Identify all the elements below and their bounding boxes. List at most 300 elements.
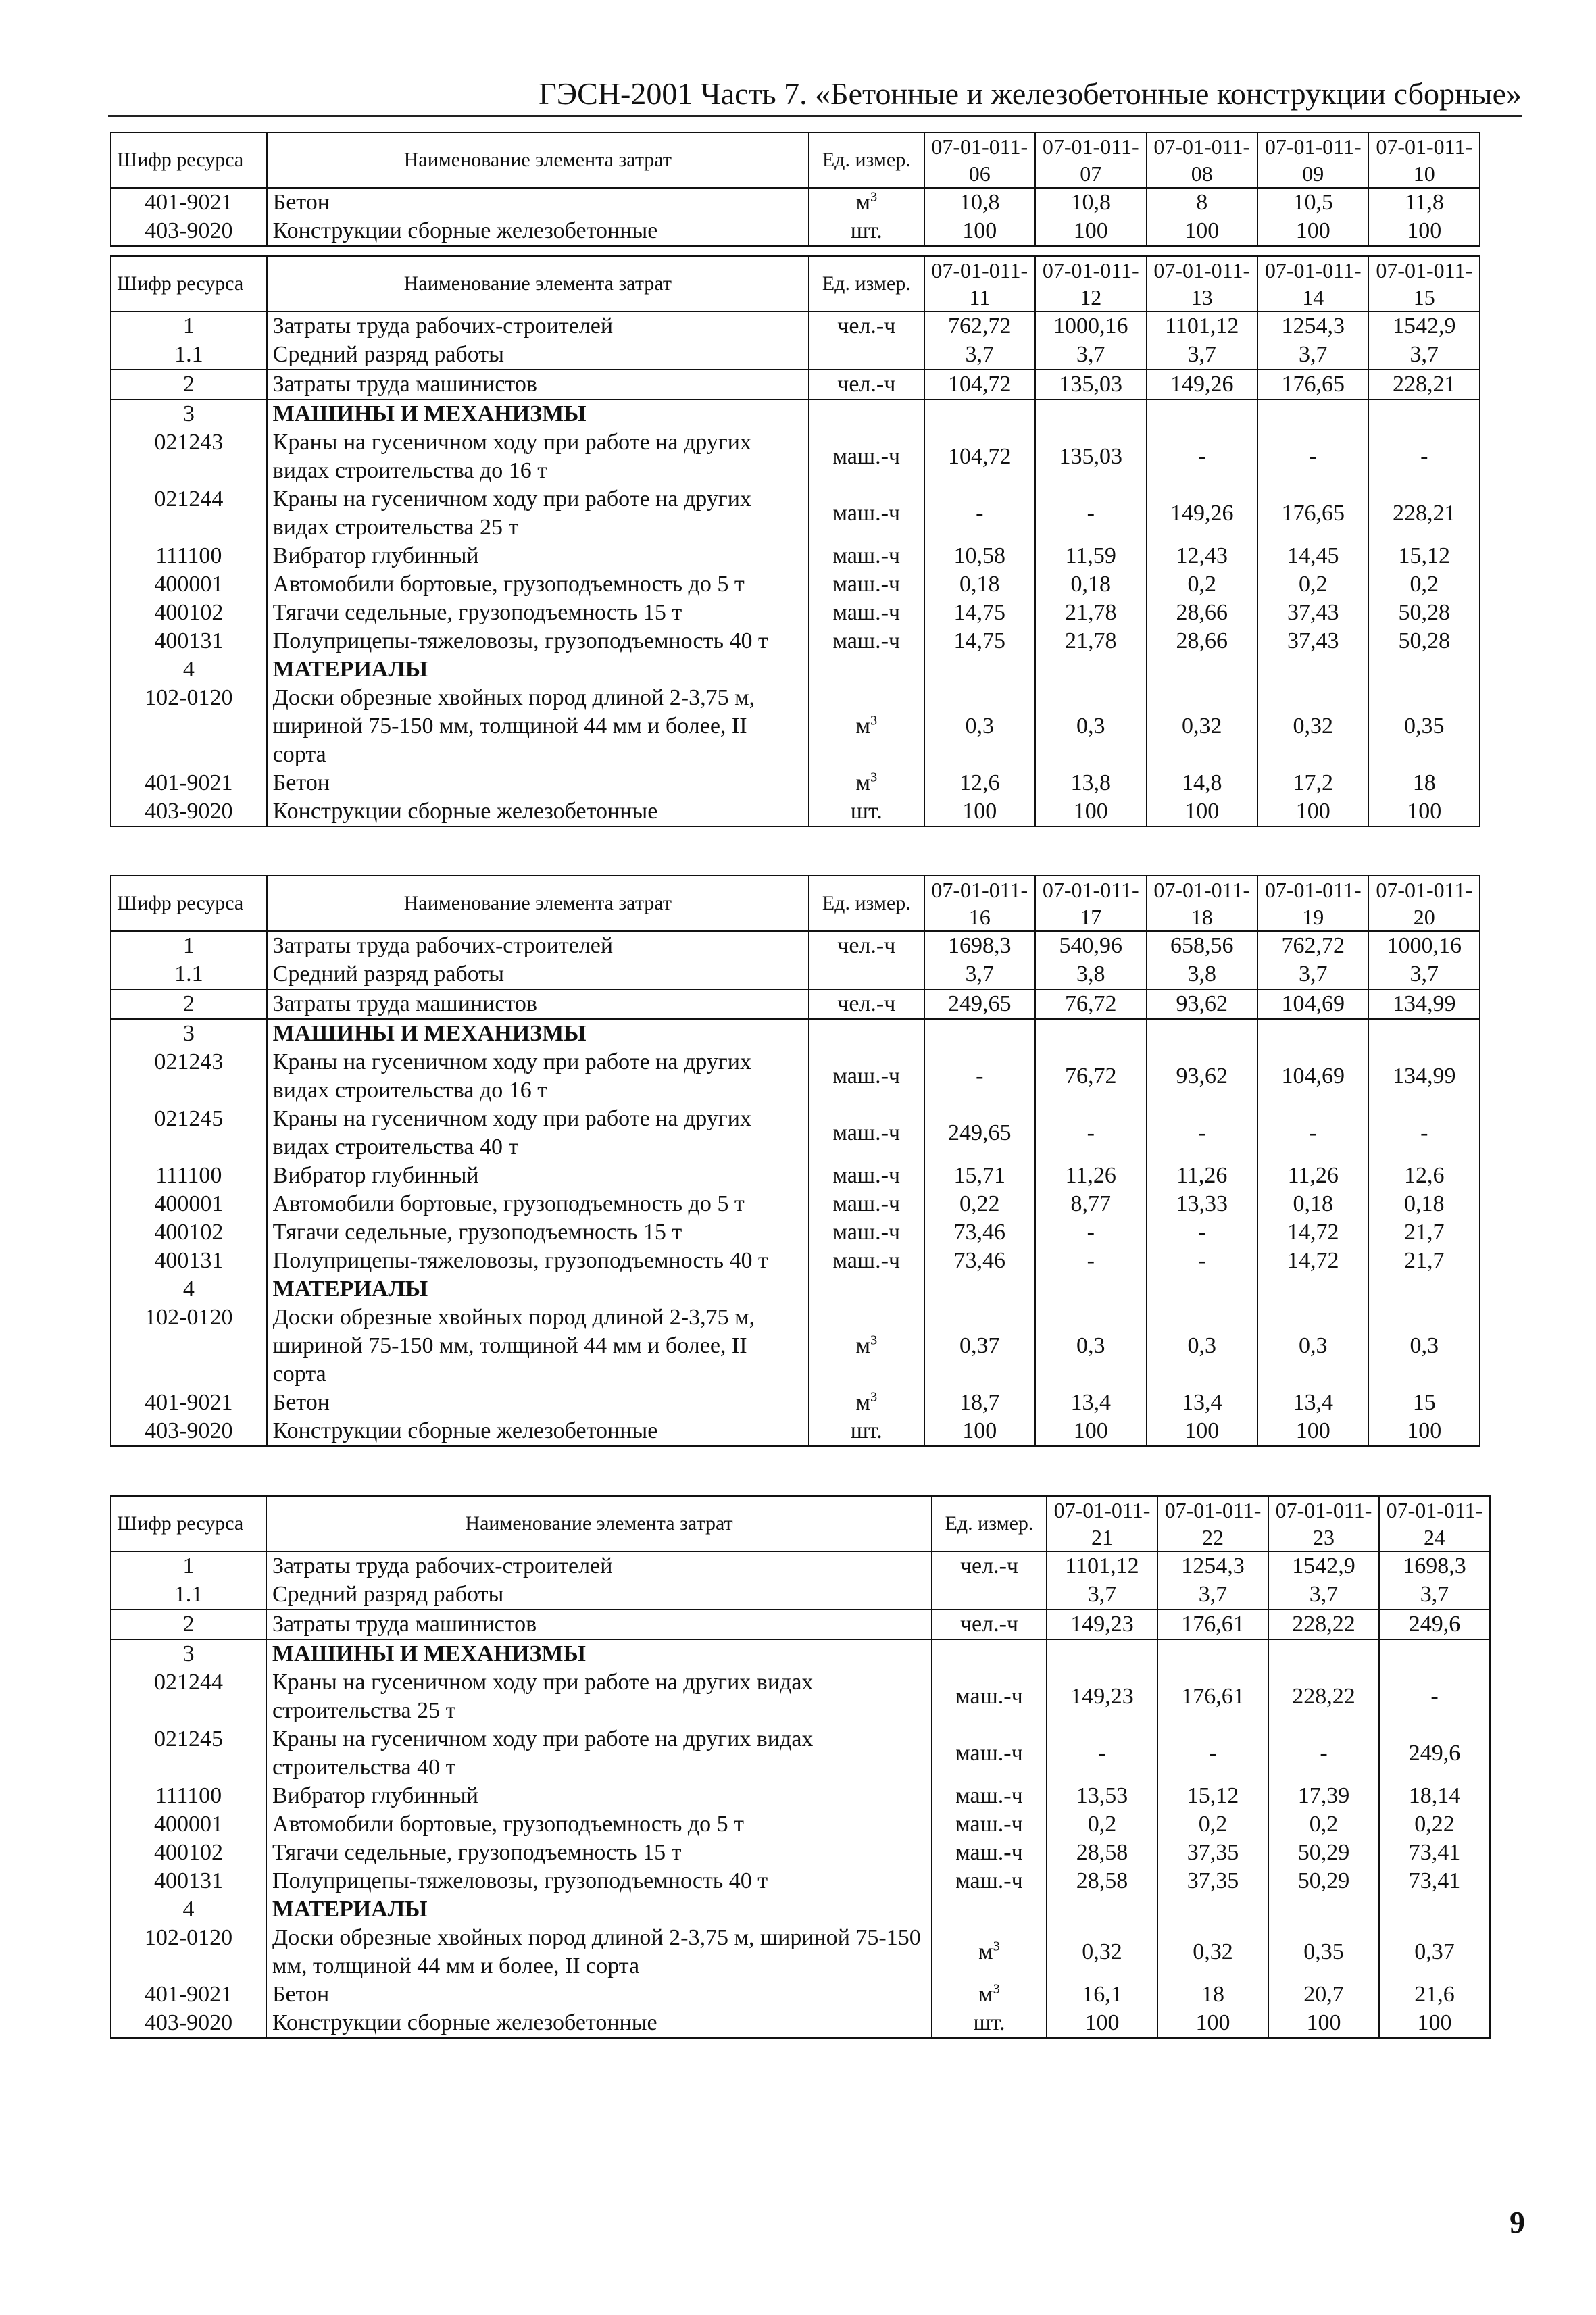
resource-code: 1.1 xyxy=(111,960,267,989)
value-cell: 28,66 xyxy=(1147,627,1257,655)
resource-code: 400131 xyxy=(111,627,267,655)
resource-name: Затраты труда рабочих-строителей xyxy=(266,1551,932,1580)
unit-cell xyxy=(809,485,924,542)
table-row xyxy=(111,1105,1480,1162)
unit-cell xyxy=(809,1218,924,1247)
resource-name: Средний разряд работы xyxy=(267,341,809,370)
value-cell: 13,4 xyxy=(1035,1389,1146,1417)
unit-cell xyxy=(809,599,924,627)
resource-code: 401-9021 xyxy=(111,188,267,217)
unit-text: маш.-ч xyxy=(955,1741,1023,1766)
unit-text: маш.-ч xyxy=(832,628,901,653)
table-row xyxy=(111,684,1480,769)
resource-code: 400001 xyxy=(111,1810,266,1839)
unit-superscript: 3 xyxy=(870,1333,878,1348)
unit-cell xyxy=(809,684,924,769)
value-cell: - xyxy=(1157,1725,1268,1782)
header-norm-code: 07-01-011-23 xyxy=(1268,1496,1379,1551)
value-cell: 104,69 xyxy=(1257,1048,1368,1105)
value-cell xyxy=(1147,1275,1257,1303)
value-cell: 3,7 xyxy=(924,960,1035,989)
value-cell: 0,32 xyxy=(1257,684,1368,769)
header-norm-code: 07-01-011-24 xyxy=(1379,1496,1490,1551)
unit-text: маш.-ч xyxy=(955,1783,1023,1808)
unit-cell xyxy=(932,1580,1047,1610)
unit-cell xyxy=(932,1839,1047,1867)
header-unit: Ед. измер. xyxy=(932,1496,1047,1551)
value-cell: 0,3 xyxy=(924,684,1035,769)
value-cell: 14,45 xyxy=(1257,542,1368,570)
resource-code: 111100 xyxy=(111,1782,266,1810)
unit-cell xyxy=(932,2009,1047,2038)
resource-name: Бетон xyxy=(267,769,809,797)
value-cell: 11,26 xyxy=(1147,1162,1257,1190)
unit-cell xyxy=(809,1162,924,1190)
unit-text: чел.-ч xyxy=(837,372,896,397)
unit-text: шт. xyxy=(850,1418,882,1443)
section-row xyxy=(111,1895,1490,1924)
resource-code: 2 xyxy=(111,1610,266,1639)
value-cell: 1000,16 xyxy=(1035,312,1146,341)
value-cell: 100 xyxy=(1147,797,1257,826)
unit-superscript: 3 xyxy=(870,189,878,205)
value-cell: 228,22 xyxy=(1268,1668,1379,1725)
value-cell: 0,32 xyxy=(1147,684,1257,769)
value-cell: 14,8 xyxy=(1147,769,1257,797)
page-header: ГЭСН-2001 Часть 7. «Бетонные и железобетонные конструкции сборные» xyxy=(539,76,1522,111)
unit-text: м xyxy=(855,1390,870,1415)
table-row xyxy=(111,1867,1490,1895)
resource-name: Тягачи седельные, грузоподъемность 15 т xyxy=(267,599,809,627)
resource-name: Доски обрезные хвойных пород длиной 2-3,75 м, шириной 75-150 мм, толщиной 44 мм и более, II сорта xyxy=(267,1303,809,1389)
resource-name: Средний разряд работы xyxy=(266,1580,932,1610)
unit-text: чел.-ч xyxy=(959,1612,1019,1637)
resource-name: Вибратор глубинный xyxy=(266,1782,932,1810)
header-rule xyxy=(108,115,1522,117)
header-norm-code: 07-01-011-14 xyxy=(1257,256,1368,312)
table-row xyxy=(111,627,1480,655)
table-row xyxy=(111,1580,1490,1610)
value-cell: 1000,16 xyxy=(1368,931,1480,960)
section-row xyxy=(111,655,1480,684)
value-cell xyxy=(1368,655,1480,684)
table-row xyxy=(111,1303,1480,1389)
value-cell: 76,72 xyxy=(1035,989,1146,1019)
value-cell: 0,3 xyxy=(1035,1303,1146,1389)
value-cell: 3,7 xyxy=(1257,341,1368,370)
value-cell: 1698,3 xyxy=(1379,1551,1490,1580)
value-cell: 149,23 xyxy=(1047,1668,1157,1725)
value-cell: - xyxy=(1379,1668,1490,1725)
value-cell: 0,3 xyxy=(1147,1303,1257,1389)
unit-cell xyxy=(809,312,924,341)
resource-code: 4 xyxy=(111,1895,266,1924)
table-row xyxy=(111,1668,1490,1725)
unit-text: маш.-ч xyxy=(832,1064,901,1089)
header-code: Шифр ресурса xyxy=(111,132,267,188)
value-cell xyxy=(1368,1019,1480,1048)
value-cell: 1698,3 xyxy=(924,931,1035,960)
value-cell: 100 xyxy=(924,217,1035,246)
unit-text: м xyxy=(855,1333,870,1358)
resource-name: Вибратор глубинный xyxy=(267,542,809,570)
value-cell: 3,7 xyxy=(1268,1580,1379,1610)
resource-code: 400001 xyxy=(111,1190,267,1218)
unit-cell xyxy=(809,1105,924,1162)
table-row xyxy=(111,1247,1480,1275)
unit-cell xyxy=(809,1247,924,1275)
unit-cell xyxy=(932,1810,1047,1839)
resource-code: 400102 xyxy=(111,1839,266,1867)
value-cell: 1542,9 xyxy=(1268,1551,1379,1580)
resource-code: 1.1 xyxy=(111,1580,266,1610)
value-cell: 37,35 xyxy=(1157,1839,1268,1867)
value-cell: 10,58 xyxy=(924,542,1035,570)
unit-text: шт. xyxy=(850,218,882,243)
table-row xyxy=(111,989,1480,1019)
unit-cell xyxy=(809,769,924,797)
unit-cell xyxy=(932,1782,1047,1810)
value-cell: 73,46 xyxy=(924,1247,1035,1275)
table-row xyxy=(111,485,1480,542)
value-cell xyxy=(1035,655,1146,684)
unit-text: чел.-ч xyxy=(837,991,896,1016)
resource-code: 111100 xyxy=(111,1162,267,1190)
resource-name: Конструкции сборные железобетонные xyxy=(267,1417,809,1446)
value-cell: 28,66 xyxy=(1147,599,1257,627)
value-cell: 11,59 xyxy=(1035,542,1146,570)
value-cell xyxy=(1035,399,1146,428)
value-cell: 14,75 xyxy=(924,627,1035,655)
value-cell: 100 xyxy=(1147,1417,1257,1446)
resource-code: 403-9020 xyxy=(111,797,267,826)
value-cell: 134,99 xyxy=(1368,1048,1480,1105)
value-cell xyxy=(1379,1639,1490,1668)
value-cell: 28,58 xyxy=(1047,1867,1157,1895)
value-cell: 1101,12 xyxy=(1047,1551,1157,1580)
resource-code: 403-9020 xyxy=(111,2009,266,2038)
value-cell: 15,12 xyxy=(1157,1782,1268,1810)
resource-name: Средний разряд работы xyxy=(267,960,809,989)
value-cell: 0,35 xyxy=(1368,684,1480,769)
table-row xyxy=(111,428,1480,485)
resource-code: 403-9020 xyxy=(111,1417,267,1446)
value-cell: 11,26 xyxy=(1035,1162,1146,1190)
value-cell: 0,32 xyxy=(1157,1924,1268,1981)
value-cell xyxy=(924,399,1035,428)
value-cell xyxy=(1368,399,1480,428)
unit-text: маш.-ч xyxy=(832,572,901,597)
unit-text: маш.-ч xyxy=(832,501,901,526)
value-cell: 228,21 xyxy=(1368,485,1480,542)
section-title: МАШИНЫ И МЕХАНИЗМЫ xyxy=(267,399,809,428)
resource-code: 1 xyxy=(111,1551,266,1580)
value-cell: 50,28 xyxy=(1368,627,1480,655)
header-name: Наименование элемента затрат xyxy=(267,132,809,188)
value-cell: 17,2 xyxy=(1257,769,1368,797)
value-cell: 93,62 xyxy=(1147,1048,1257,1105)
value-cell: 50,28 xyxy=(1368,599,1480,627)
unit-text: м xyxy=(855,770,870,795)
resource-code: 021244 xyxy=(111,1668,266,1725)
value-cell: 15,12 xyxy=(1368,542,1480,570)
value-cell: - xyxy=(1257,428,1368,485)
value-cell: 0,2 xyxy=(1157,1810,1268,1839)
unit-superscript: 3 xyxy=(870,1389,878,1405)
table-row xyxy=(111,370,1480,399)
value-cell: 11,26 xyxy=(1257,1162,1368,1190)
unit-cell xyxy=(809,370,924,399)
value-cell: - xyxy=(1257,1105,1368,1162)
value-cell: 73,41 xyxy=(1379,1839,1490,1867)
value-cell: - xyxy=(924,485,1035,542)
value-cell: 12,6 xyxy=(1368,1162,1480,1190)
section-row xyxy=(111,1275,1480,1303)
resource-name: Полуприцепы-тяжеловозы, грузоподъемность 40 т xyxy=(267,1247,809,1275)
header-name: Наименование элемента затрат xyxy=(266,1496,932,1551)
unit-cell xyxy=(809,797,924,826)
value-cell: 3,7 xyxy=(1379,1580,1490,1610)
value-cell: 0,18 xyxy=(1035,570,1146,599)
table-row xyxy=(111,1810,1490,1839)
unit-cell xyxy=(932,1610,1047,1639)
value-cell: 50,29 xyxy=(1268,1839,1379,1867)
value-cell xyxy=(1147,655,1257,684)
value-cell: 1254,3 xyxy=(1257,312,1368,341)
unit-cell xyxy=(809,1417,924,1446)
value-cell: 17,39 xyxy=(1268,1782,1379,1810)
resource-name: Бетон xyxy=(267,188,809,217)
resource-name: Конструкции сборные железобетонные xyxy=(267,797,809,826)
value-cell: 135,03 xyxy=(1035,370,1146,399)
value-cell: 1101,12 xyxy=(1147,312,1257,341)
value-cell: 762,72 xyxy=(1257,931,1368,960)
unit-cell xyxy=(932,1867,1047,1895)
table-row xyxy=(111,1190,1480,1218)
header-norm-code: 07-01-011-09 xyxy=(1257,132,1368,188)
resource-table-3 xyxy=(110,875,1480,1447)
value-cell: 15,71 xyxy=(924,1162,1035,1190)
unit-text: маш.-ч xyxy=(832,1120,901,1145)
value-cell: 3,7 xyxy=(1257,960,1368,989)
value-cell: 18,7 xyxy=(924,1389,1035,1417)
resource-code: 021245 xyxy=(111,1105,267,1162)
value-cell: 3,7 xyxy=(1368,341,1480,370)
value-cell: 3,8 xyxy=(1147,960,1257,989)
resource-name: Бетон xyxy=(267,1389,809,1417)
table-row xyxy=(111,2009,1490,2038)
value-cell: 0,22 xyxy=(1379,1810,1490,1839)
resource-code: 403-9020 xyxy=(111,217,267,246)
header-norm-code: 07-01-011-16 xyxy=(924,876,1035,931)
header-norm-code: 07-01-011-10 xyxy=(1368,132,1480,188)
value-cell xyxy=(1147,399,1257,428)
header-unit: Ед. измер. xyxy=(809,876,924,931)
resource-name: Краны на гусеничном ходу при работе на других видах строительства 25 т xyxy=(267,485,809,542)
table-row xyxy=(111,769,1480,797)
value-cell: 16,1 xyxy=(1047,1981,1157,2009)
resource-code: 401-9021 xyxy=(111,1389,267,1417)
resource-name: Полуприцепы-тяжеловозы, грузоподъемность 40 т xyxy=(266,1867,932,1895)
value-cell: 176,65 xyxy=(1257,370,1368,399)
value-cell: 0,32 xyxy=(1047,1924,1157,1981)
unit-text: чел.-ч xyxy=(959,1553,1019,1578)
resource-code: 1 xyxy=(111,312,267,341)
value-cell: 249,65 xyxy=(924,1105,1035,1162)
resource-name: Доски обрезные хвойных пород длиной 2-3,75 м, шириной 75-150 мм, толщиной 44 мм и более, II сорта xyxy=(266,1924,932,1981)
value-cell: 21,7 xyxy=(1368,1247,1480,1275)
unit-cell xyxy=(809,542,924,570)
value-cell: 50,29 xyxy=(1268,1867,1379,1895)
unit-text: маш.-ч xyxy=(832,1191,901,1216)
unit-cell xyxy=(809,341,924,370)
resource-name: Автомобили бортовые, грузоподъемность до 5 т xyxy=(267,570,809,599)
resource-code: 4 xyxy=(111,655,267,684)
value-cell: 658,56 xyxy=(1147,931,1257,960)
unit-superscript: 3 xyxy=(993,1939,1000,1954)
resource-name: Краны на гусеничном ходу при работе на других видах строительства до 16 т xyxy=(267,1048,809,1105)
value-cell: 0,37 xyxy=(1379,1924,1490,1981)
unit-cell xyxy=(809,989,924,1019)
value-cell: - xyxy=(1147,1218,1257,1247)
header-name: Наименование элемента затрат xyxy=(267,256,809,312)
table-row xyxy=(111,1725,1490,1782)
value-cell: 0,2 xyxy=(1368,570,1480,599)
value-cell: - xyxy=(1035,1218,1146,1247)
resource-code: 400131 xyxy=(111,1867,266,1895)
value-cell: 149,26 xyxy=(1147,485,1257,542)
value-cell: 149,23 xyxy=(1047,1610,1157,1639)
value-cell: 1542,9 xyxy=(1368,312,1480,341)
header-norm-code: 07-01-011-07 xyxy=(1035,132,1146,188)
header-norm-code: 07-01-011-21 xyxy=(1047,1496,1157,1551)
resource-name: Затраты труда машинистов xyxy=(267,989,809,1019)
value-cell: 18 xyxy=(1368,769,1480,797)
resource-name: Краны на гусеничном ходу при работе на других видах строительства до 16 т xyxy=(267,428,809,485)
value-cell: 100 xyxy=(1268,2009,1379,2038)
value-cell: 3,7 xyxy=(1047,1580,1157,1610)
value-cell: 0,22 xyxy=(924,1190,1035,1218)
resource-name: Автомобили бортовые, грузоподъемность до 5 т xyxy=(267,1190,809,1218)
unit-text: маш.-ч xyxy=(955,1840,1023,1865)
value-cell: 0,35 xyxy=(1268,1924,1379,1981)
table-row xyxy=(111,1551,1490,1580)
value-cell: - xyxy=(924,1048,1035,1105)
value-cell: - xyxy=(1147,1247,1257,1275)
unit-text: шт. xyxy=(973,2010,1005,2035)
unit-superscript: 3 xyxy=(870,770,878,785)
value-cell: 76,72 xyxy=(1035,1048,1146,1105)
value-cell: 134,99 xyxy=(1368,989,1480,1019)
value-cell: 8,77 xyxy=(1035,1190,1146,1218)
value-cell: 228,22 xyxy=(1268,1610,1379,1639)
table-row xyxy=(111,1417,1480,1446)
section-title: МАШИНЫ И МЕХАНИЗМЫ xyxy=(267,1019,809,1048)
resource-code: 4 xyxy=(111,1275,267,1303)
value-cell xyxy=(1257,655,1368,684)
value-cell: 13,33 xyxy=(1147,1190,1257,1218)
value-cell: 100 xyxy=(1368,797,1480,826)
section-title: МАТЕРИАЛЫ xyxy=(267,1275,809,1303)
value-cell: 100 xyxy=(1157,2009,1268,2038)
value-cell: - xyxy=(1047,1725,1157,1782)
resource-code: 021244 xyxy=(111,485,267,542)
value-cell: 37,35 xyxy=(1157,1867,1268,1895)
value-cell: 104,72 xyxy=(924,370,1035,399)
table-row xyxy=(111,1048,1480,1105)
resource-name: Конструкции сборные железобетонные xyxy=(267,217,809,246)
value-cell: 100 xyxy=(1035,797,1146,826)
header-norm-code: 07-01-011-22 xyxy=(1157,1496,1268,1551)
unit-text: м xyxy=(855,714,870,739)
resource-table-4 xyxy=(110,1495,1491,2039)
value-cell: 100 xyxy=(1035,1417,1146,1446)
section-row xyxy=(111,1019,1480,1048)
value-cell: 0,3 xyxy=(1368,1303,1480,1389)
unit-cell xyxy=(809,1275,924,1303)
header-norm-code: 07-01-011-12 xyxy=(1035,256,1146,312)
header-norm-code: 07-01-011-11 xyxy=(924,256,1035,312)
value-cell: 12,6 xyxy=(924,769,1035,797)
table-row xyxy=(111,217,1480,246)
value-cell: - xyxy=(1368,1105,1480,1162)
table-row xyxy=(111,312,1480,341)
unit-cell xyxy=(809,627,924,655)
unit-cell xyxy=(809,188,924,217)
table-row xyxy=(111,1839,1490,1867)
resource-code: 3 xyxy=(111,399,267,428)
value-cell xyxy=(924,655,1035,684)
unit-text: м xyxy=(978,1982,993,2007)
value-cell: 0,18 xyxy=(924,570,1035,599)
value-cell xyxy=(1047,1895,1157,1924)
resource-name: Доски обрезные хвойных пород длиной 2-3,75 м, шириной 75-150 мм, толщиной 44 мм и более, II сорта xyxy=(267,684,809,769)
value-cell: 21,78 xyxy=(1035,627,1146,655)
value-cell: 176,65 xyxy=(1257,485,1368,542)
table-row xyxy=(111,1924,1490,1981)
resource-name: Краны на гусеничном ходу при работе на других видах строительства 40 т xyxy=(266,1725,932,1782)
value-cell: 0,37 xyxy=(924,1303,1035,1389)
resource-code: 1 xyxy=(111,931,267,960)
value-cell xyxy=(1157,1895,1268,1924)
value-cell xyxy=(1257,1275,1368,1303)
value-cell: 100 xyxy=(924,1417,1035,1446)
value-cell: 100 xyxy=(1035,217,1146,246)
header-norm-code: 07-01-011-08 xyxy=(1147,132,1257,188)
resource-name: Автомобили бортовые, грузоподъемность до 5 т xyxy=(266,1810,932,1839)
unit-text: маш.-ч xyxy=(832,600,901,625)
value-cell: 13,4 xyxy=(1257,1389,1368,1417)
value-cell xyxy=(1035,1275,1146,1303)
unit-text: маш.-ч xyxy=(832,1220,901,1245)
unit-cell xyxy=(809,1303,924,1389)
value-cell: 14,72 xyxy=(1257,1218,1368,1247)
value-cell: 73,46 xyxy=(924,1218,1035,1247)
value-cell: 176,61 xyxy=(1157,1610,1268,1639)
header-norm-code: 07-01-011-17 xyxy=(1035,876,1146,931)
resource-code: 102-0120 xyxy=(111,1924,266,1981)
resource-name: Затраты труда рабочих-строителей xyxy=(267,312,809,341)
value-cell: 73,41 xyxy=(1379,1867,1490,1895)
value-cell: - xyxy=(1147,1105,1257,1162)
value-cell xyxy=(1268,1895,1379,1924)
unit-text: маш.-ч xyxy=(955,1812,1023,1837)
value-cell: 37,43 xyxy=(1257,599,1368,627)
header-norm-code: 07-01-011-13 xyxy=(1147,256,1257,312)
resource-code: 400102 xyxy=(111,599,267,627)
value-cell: 100 xyxy=(1257,1417,1368,1446)
unit-text: маш.-ч xyxy=(832,1163,901,1188)
